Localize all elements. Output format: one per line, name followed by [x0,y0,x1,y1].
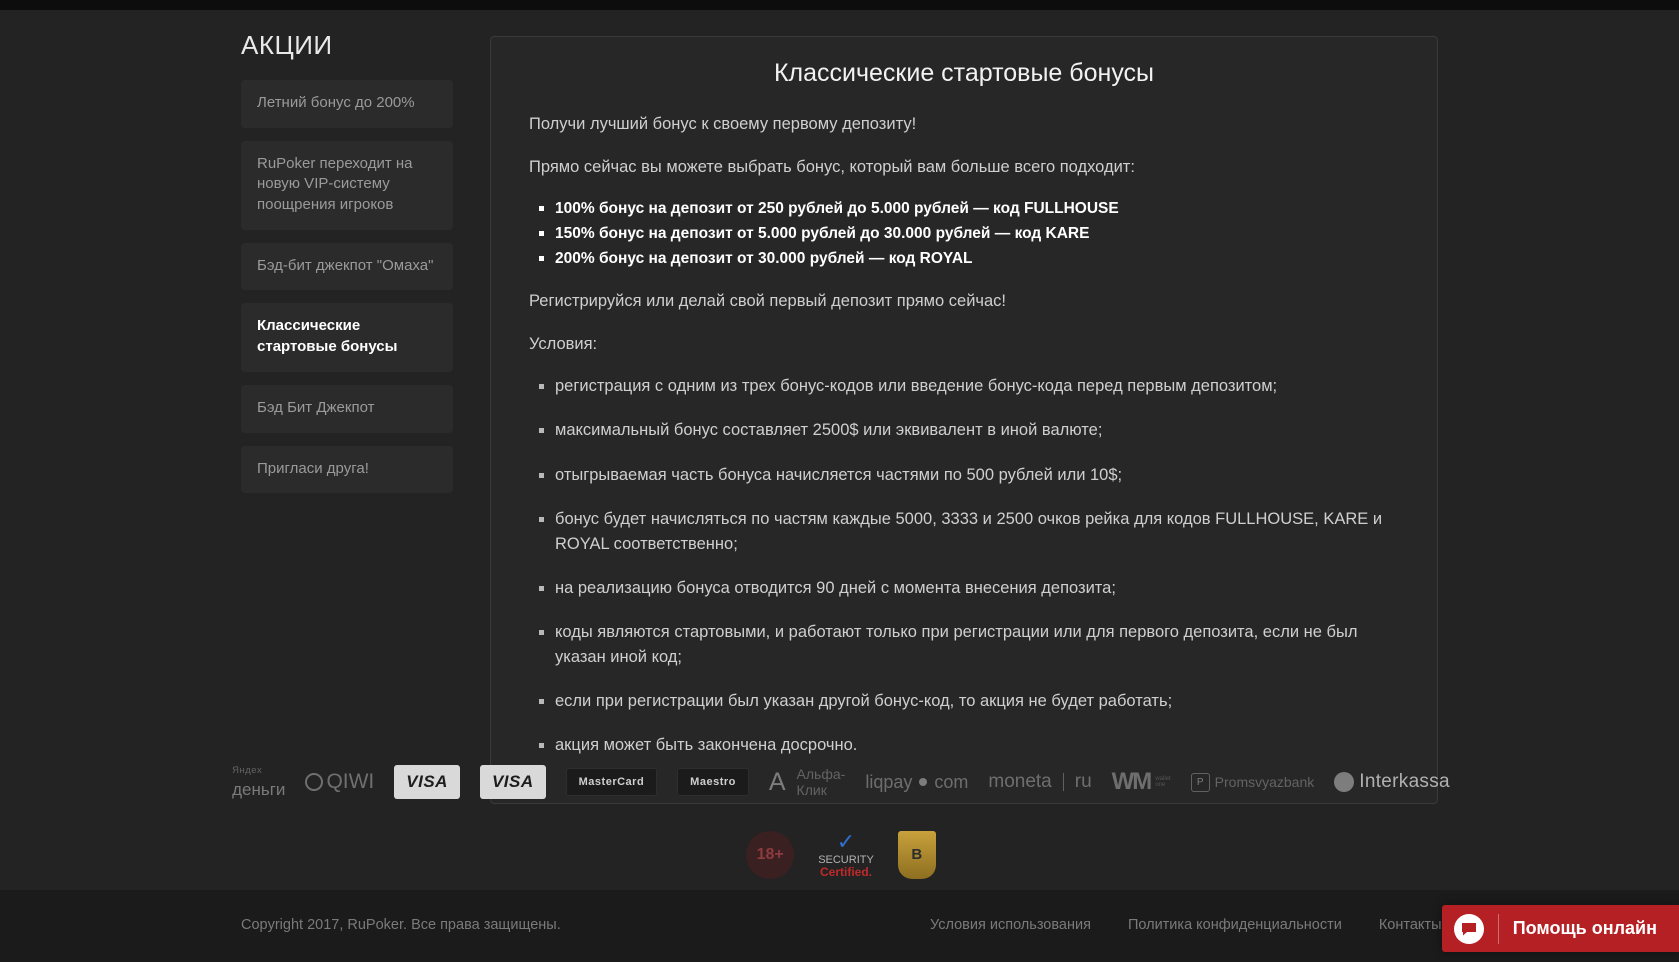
sidebar-item-label: Бэд-бит джекпот "Омаха" [257,256,434,274]
qiwi-logo [305,770,374,794]
interkassa-label: Interkassa [1359,771,1450,792]
list-item: регистрация с одним из трех бонус-кодов или введение бонус-кода перед первым депозитом; [555,374,1417,399]
license-crest-badge: B [898,831,936,879]
alfa-a-icon: A [768,767,786,796]
compliance-badges-row [241,830,1441,879]
alfa-click-label: Альфа-Клик [796,766,846,798]
sidebar-item-label: Пригласи друга! [257,459,369,477]
security-badge-line2: Certified. [819,865,872,880]
copyright-text: Copyright 2017, RuPoker. Все права защищены. [241,917,561,933]
chat-bubble-icon [1454,914,1484,944]
footer-link-terms[interactable]: Условия использования [930,917,1091,933]
page-footer [0,890,1679,962]
list-item: если при регистрации был указан другой бонус-код, то акция не будет работать; [555,689,1417,714]
promsvyazbank-label: Promsvyazbank [1214,774,1315,790]
visa-logo-1: VISA [394,765,460,799]
top-strip [0,0,1679,10]
chat-label: Помощь онлайн [1512,918,1657,938]
moneta-ru-logo [988,771,1091,793]
age-18-badge: 18+ [746,831,794,879]
list-item: 150% бонус на депозит от 5.000 рублей до 30.000 рублей — код KARE [555,223,1417,245]
online-help-chat-button[interactable] [1442,905,1679,952]
security-badge-line1: SECURITY [818,854,874,867]
list-item: 200% бонус на депозит от 30.000 рублей — код ROYAL [555,248,1417,270]
qiwi-label: QIWI [326,770,375,793]
sidebar-item-classic-start-bonuses[interactable] [241,303,453,371]
mastercard-logo: MasterCard [566,768,658,796]
list-item: коды являются стартовыми, и работают только при регистрации или для первого депозита, если не был указан иной код; [555,620,1417,670]
list-item: акция может быть закончена досрочно. [555,733,1417,758]
page-title: Классические стартовые бонусы [773,59,1155,87]
terms-list [511,374,1417,758]
alfa-click-logo [769,766,845,798]
liqpay-logo [865,772,968,793]
promsvyazbank-mark-icon: P [1191,773,1210,792]
promotion-detail-panel [490,36,1438,804]
check-icon: ✓ [836,829,856,854]
liqpay-label: liqpay [865,771,913,792]
sidebar-item-vip-system[interactable] [241,141,453,230]
chat-divider [1498,914,1499,944]
list-item: на реализацию бонуса отводится 90 дней с момента внесения депозита; [555,576,1417,601]
liqpay-domain: com [934,771,969,792]
moneta-divider-icon [1063,773,1064,791]
sidebar-item-badbeat-omaha[interactable] [241,243,453,291]
sidebar-title: АКЦИИ [241,30,333,60]
intro-line-2: Прямо сейчас вы можете выбрать бонус, который вам больше всего подходит: [529,157,1135,176]
footer-link-privacy[interactable]: Политика конфиденциальности [1127,917,1342,933]
footer-link-contacts[interactable]: Контакты [1378,917,1442,933]
webmoney-label: WM [1111,768,1151,795]
list-item: максимальный бонус составляет 2500$ или эквивалент в иной валюте; [555,418,1417,443]
promsvyazbank-logo [1191,773,1315,792]
promotions-sidebar [241,30,453,506]
interkassa-avatar-icon [1334,772,1354,792]
sidebar-item-badbeat-jackpot[interactable] [241,385,453,433]
visa-logo-2: VISA [480,765,546,799]
terms-heading: Условия: [529,334,598,353]
list-item: 100% бонус на депозит от 250 рублей до 5.000 рублей — код FULLHOUSE [555,198,1417,220]
footer-links [930,917,1442,933]
intro-line-1: Получи лучший бонус к своему первому депозиту! [529,115,917,133]
security-certified-badge [818,830,874,879]
sidebar-item-label: Бэд Бит Джекпот [257,398,375,416]
qiwi-ring-icon [305,773,323,791]
interkassa-logo [1334,771,1450,793]
yandex-money-logo [232,766,285,799]
sidebar-item-summer-bonus[interactable] [241,80,453,128]
webmoney-caption: wallet one [1155,776,1171,788]
list-item: бонус будет начисляться по частям каждые 5000, 3333 и 2500 очков рейка для кодов FULLHOUSE, KARE и ROYAL соответственно; [555,507,1417,557]
moneta-tld: ru [1074,771,1092,792]
content-area [0,10,1679,890]
liqpay-dot-icon [919,778,927,786]
sidebar-item-label: Классические стартовые бонусы [257,317,398,356]
sidebar-item-label: RuPoker переходит на новую VIP-систему поощрения игроков [257,154,413,214]
yandex-money-line2: деньги [232,779,286,799]
call-to-action-text: Регистрируйся или делай свой первый депозит прямо сейчас! [529,291,1007,310]
sidebar-item-invite-friend[interactable] [241,446,453,494]
yandex-money-line1: Яндex [232,764,263,776]
bonus-options-list [511,198,1417,271]
payment-methods-row [232,764,1450,799]
list-item: отыгрываемая часть бонуса начисляется частями по 500 рублей или 10$; [555,463,1417,488]
maestro-logo: Maestro [677,768,749,796]
webmoney-logo [1112,768,1171,796]
sidebar-item-label: Летний бонус до 200% [257,94,415,111]
moneta-label: moneta [988,771,1052,792]
